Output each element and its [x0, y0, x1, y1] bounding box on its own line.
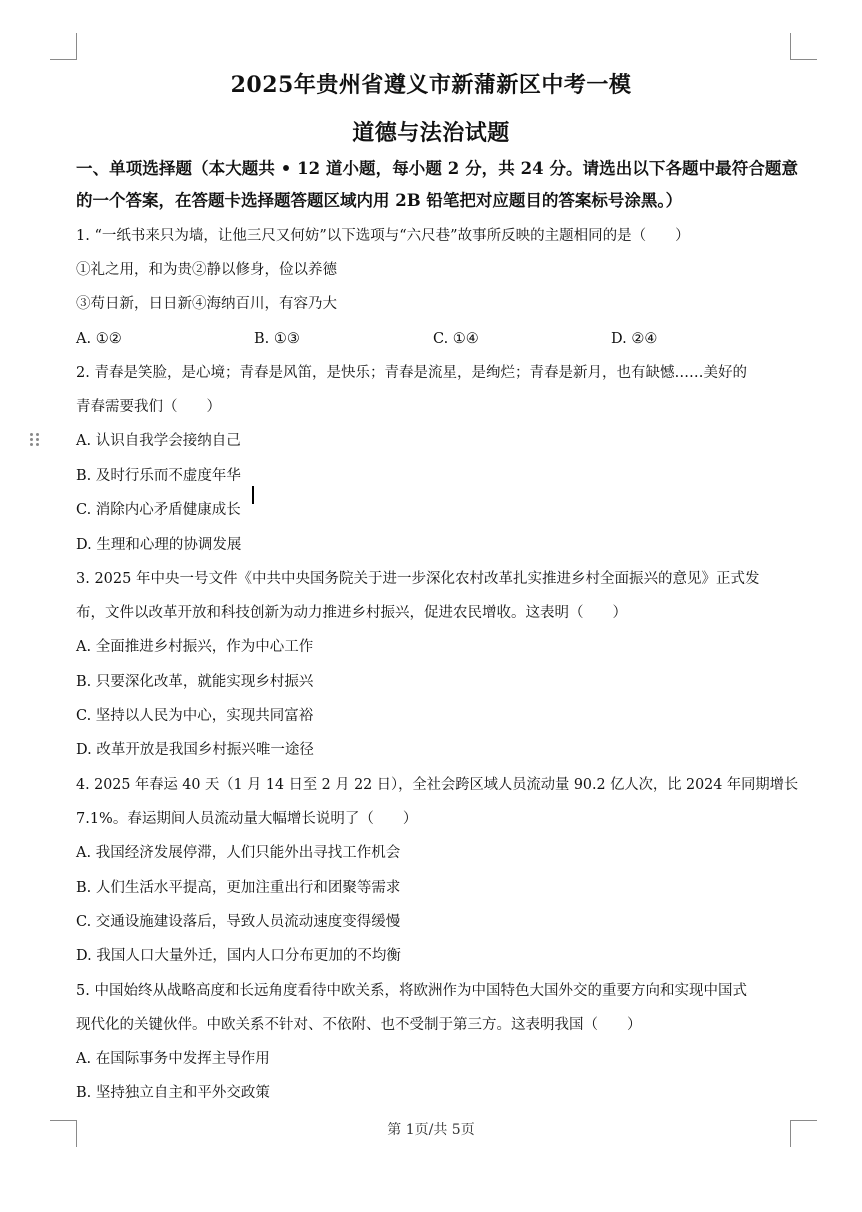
drag-handle-icon[interactable] — [30, 433, 40, 451]
question-2-stem-line-1: 2. 青春是笑脸，是心境；青春是风笛，是快乐；青春是流星，是绚烂；青春是新月，也有缺憾……美好的 — [76, 365, 747, 381]
crop-mark-top-left — [50, 33, 77, 60]
question-4-stem-line-2: 7.1%。春运期间人员流动量大幅增长说明了（ ） — [76, 811, 418, 827]
question-1-items-line-1: ①礼之用，和为贵②静以修身，俭以养德 — [76, 262, 337, 278]
question-4-option-d: D. 我国人口大量外迁，国内人口分布更加的不均衡 — [76, 948, 401, 964]
question-2-option-b: B. 及时行乐而不虚度年华 — [76, 468, 241, 484]
page-subtitle: 道德与法治试题 — [352, 120, 510, 146]
question-5-stem-line-2: 现代化的关键伙伴。中欧关系不针对、不依附、也不受制于第三方。这表明我国（ ） — [76, 1017, 642, 1033]
text-cursor — [252, 486, 254, 504]
question-5-option-a: A. 在国际事务中发挥主导作用 — [76, 1051, 270, 1067]
section-heading: 一、单项选择题（本大题共 • 12 道小题，每小题 2 分，共 24 分。请选出以下各题中最符合题意的一个答案，在答题卡选择题答题区域内用 2B 铅笔把对应题目的答案标号涂黑。） — [76, 159, 798, 210]
question-3-stem-line-2: 布，文件以改革开放和科技创新为动力推进乡村振兴，促进农民增收。这表明（ ） — [76, 605, 627, 621]
question-2-stem-line-2: 青春需要我们（ ） — [76, 399, 221, 415]
question-1-option-b: B. ①③ — [254, 331, 300, 347]
question-3-option-a: A. 全面推进乡村振兴，作为中心工作 — [76, 639, 314, 655]
question-1-option-a: A. ①② — [76, 331, 122, 347]
question-2-option-c: C. 消除内心矛盾健康成长 — [76, 502, 241, 518]
question-3-option-c: C. 坚持以人民为中心，实现共同富裕 — [76, 708, 314, 724]
question-5-stem-line-1: 5. 中国始终从战略高度和长远角度看待中欧关系，将欧洲作为中国特色大国外交的重要方向和实现中国式 — [76, 983, 747, 999]
question-3-option-d: D. 改革开放是我国乡村振兴唯一途径 — [76, 742, 314, 758]
question-3-option-b: B. 只要深化改革，就能实现乡村振兴 — [76, 674, 314, 690]
question-5-option-b: B. 坚持独立自主和平外交政策 — [76, 1085, 270, 1101]
question-4-option-b: B. 人们生活水平提高，更加注重出行和团聚等需求 — [76, 880, 401, 896]
page-footer: 第 1页/共 5页 — [387, 1122, 475, 1138]
question-2-option-a: A. 认识自我学会接纳自己 — [76, 433, 241, 449]
question-4-option-c: C. 交通设施建设落后，导致人员流动速度变得缓慢 — [76, 914, 401, 930]
question-1-option-d: D. ②④ — [611, 331, 658, 347]
question-3-stem-line-1: 3. 2025 年中央一号文件《中共中央国务院关于进一步深化农村改革扎实推进乡村全面振兴的意见》正式发 — [76, 571, 760, 587]
question-4-stem-line-1: 4. 2025 年春运 40 天（1 月 14 日至 2 月 22 日），全社会跨区域人员流动量 90.2 亿人次，比 2024 年同期增长 — [76, 777, 799, 793]
question-1-option-c: C. ①④ — [433, 331, 479, 347]
question-4-option-a: A. 我国经济发展停滞，人们只能外出寻找工作机会 — [76, 845, 401, 861]
question-1-items-line-2: ③苟日新，日日新④海纳百川，有容乃大 — [76, 296, 337, 312]
question-2-option-d: D. 生理和心理的协调发展 — [76, 537, 242, 553]
question-1-stem: 1. “一纸书来只为墙，让他三尺又何妨”以下选项与“六尺巷”故事所反映的主题相同的是（ ） — [76, 228, 690, 244]
page-title: 2025年贵州省遵义市新蒲新区中考一模 — [230, 72, 632, 98]
crop-mark-top-right — [790, 33, 817, 60]
